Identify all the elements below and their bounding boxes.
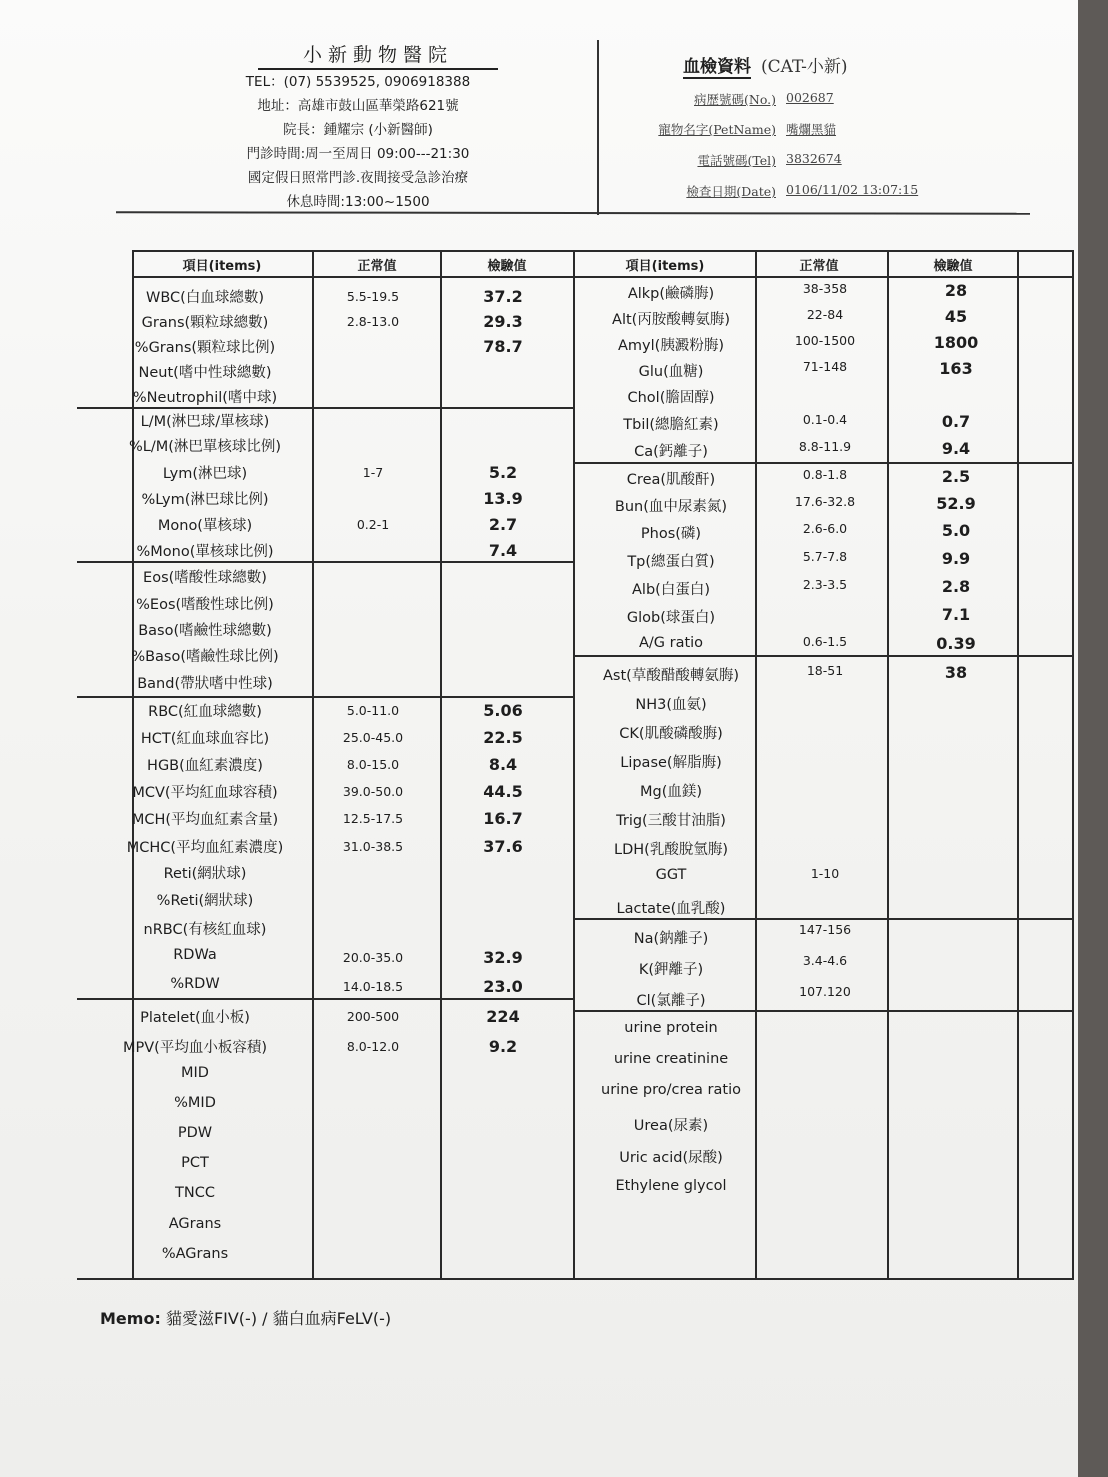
item-label: A/G ratio [638, 635, 704, 651]
item-label: GGT [655, 867, 687, 883]
normal-range: 5.5-19.5 [346, 289, 400, 304]
normal-range: 18-51 [806, 663, 844, 678]
right-group-divider-3 [573, 918, 1074, 920]
normal-range: 31.0-38.5 [342, 839, 404, 854]
item-label: MID [181, 1065, 209, 1081]
field-value-petname: 嘴爛黑貓 [786, 122, 837, 137]
test-value: 45 [944, 307, 968, 326]
test-value: 37.6 [483, 837, 523, 856]
field-value-tel: 3832674 [786, 151, 842, 166]
normal-range: 25.0-45.0 [342, 730, 404, 745]
normal-range: 2.8-13.0 [346, 314, 400, 329]
test-value: 78.7 [483, 337, 523, 356]
item-label: urine protein [624, 1020, 718, 1036]
item-label: %Lym(淋巴球比例) [141, 492, 269, 508]
test-value: 1800 [933, 333, 979, 352]
normal-range: 2.6-6.0 [802, 521, 848, 536]
item-label: MCV(平均紅血球容積) [132, 785, 278, 801]
test-value: 22.5 [483, 728, 523, 747]
left-group-divider-4 [77, 998, 573, 1000]
field-label-date: 檢查日期(Date) [686, 184, 776, 199]
item-label: TNCC [175, 1185, 215, 1201]
table-right-border [1072, 250, 1074, 1280]
test-value: 9.2 [488, 1037, 518, 1056]
test-value: 0.39 [936, 634, 976, 653]
test-value: 52.9 [936, 494, 976, 513]
normal-range: 17.6-32.8 [794, 494, 856, 509]
table-top-border [132, 250, 1074, 252]
item-label: Cl(氯離子) [636, 993, 706, 1009]
normal-range: 71-148 [802, 359, 848, 374]
normal-range: 22-84 [806, 307, 844, 322]
item-label: Glob(球蛋白) [626, 610, 716, 626]
normal-range: 0.8-1.8 [802, 467, 848, 482]
item-label: LDH(乳酸脫氫脢) [614, 842, 728, 858]
item-label: %Eos(嗜酸性球比例) [136, 597, 274, 613]
col-divider-middle [573, 250, 575, 1280]
normal-range: 0.6-1.5 [802, 634, 848, 649]
hospital-rest-time: 休息時間:13:00~1500 [286, 194, 430, 210]
col-divider-ref-left [312, 250, 314, 1280]
item-label: HGB(血紅素濃度) [147, 758, 263, 774]
item-label: Ca(鈣離子) [634, 444, 708, 460]
item-label: Bun(血中尿素氮) [614, 499, 728, 515]
column-header: 項目(items) [625, 259, 705, 274]
item-label: L/M(淋巴球/單核球) [140, 414, 270, 430]
item-label: Lym(淋巴球) [162, 466, 248, 482]
memo [100, 1306, 391, 1329]
item-label: Reti(網狀球) [163, 866, 247, 882]
normal-range: 0.2-1 [356, 517, 390, 532]
item-label: RDWa [173, 947, 217, 963]
column-header: 檢驗值 [933, 259, 973, 274]
normal-range: 147-156 [798, 922, 852, 937]
item-label: Mg(血鎂) [639, 784, 703, 800]
item-label: HCT(紅血球血容比) [140, 731, 270, 747]
normal-range: 8.0-15.0 [346, 757, 400, 772]
item-label: Trig(三酸甘油脂) [616, 813, 726, 829]
normal-range: 0.1-0.4 [802, 412, 848, 427]
item-label: Chol(膽固醇) [627, 390, 715, 406]
item-label: Eos(嗜酸性球總數) [143, 570, 267, 586]
header-divider-vertical [597, 40, 599, 215]
item-label: %AGrans [161, 1246, 229, 1262]
test-value: 13.9 [483, 489, 523, 508]
test-value: 9.9 [941, 549, 971, 568]
hospital-tel: TEL：(07) 5539525, 0906918388 [245, 74, 471, 90]
item-label: Baso(嗜鹼性球總數) [138, 623, 272, 639]
field-value-date: 0106/11/02 13:07:15 [786, 182, 919, 197]
test-value: 37.2 [483, 287, 523, 306]
test-value: 0.7 [941, 412, 971, 431]
right-group-divider-4 [573, 1010, 1074, 1012]
normal-range: 107.120 [799, 984, 851, 999]
table-bottom-border [77, 1278, 1074, 1280]
normal-range: 2.3-3.5 [802, 577, 848, 592]
test-value: 5.2 [488, 463, 518, 482]
test-value: 5.0 [941, 521, 971, 540]
item-label: %Baso(嗜鹼性球比例) [131, 649, 279, 665]
normal-range: 5.7-7.8 [802, 549, 848, 564]
normal-range: 38-358 [802, 281, 848, 296]
item-label: Alt(丙胺酸轉氨脢) [612, 312, 730, 328]
column-header: 檢驗值 [487, 259, 527, 274]
item-label: RBC(紅血球總數) [148, 704, 262, 720]
item-label: Glu(血糖) [638, 364, 704, 380]
item-label: WBC(白血球總數) [146, 290, 264, 306]
normal-range: 12.5-17.5 [342, 811, 404, 826]
item-label: urine pro/crea ratio [601, 1082, 741, 1098]
normal-range: 200-500 [346, 1009, 400, 1024]
test-value: 2.7 [488, 515, 518, 534]
item-label: PCT [181, 1155, 209, 1171]
normal-range: 39.0-50.0 [342, 784, 404, 799]
normal-range: 1-10 [810, 866, 840, 881]
field-label-no: 病歷號碼(No.) [694, 92, 776, 107]
left-group-divider-1 [77, 407, 573, 409]
item-label: Lactate(血乳酸) [616, 901, 726, 917]
normal-range: 3.4-4.6 [802, 953, 848, 968]
report-title-sub: (CAT-小新) [761, 57, 848, 77]
field-label-petname: 寵物名字(PetName) [658, 122, 776, 137]
report-title [683, 52, 848, 77]
column-header: 項目(items) [182, 259, 262, 274]
item-label: Uric acid(尿酸) [619, 1150, 723, 1166]
item-label: Amyl(胰澱粉脢) [618, 338, 724, 354]
item-label: CK(肌酸磷酸脢) [619, 726, 723, 742]
item-label: NH3(血氨) [635, 697, 707, 713]
item-label: Mono(單核球) [157, 518, 253, 534]
item-label: Ethylene glycol [615, 1178, 727, 1194]
test-value: 16.7 [483, 809, 523, 828]
item-label: MPV(平均血小板容積) [123, 1040, 267, 1056]
item-label: %Mono(單核球比例) [136, 544, 274, 560]
normal-range: 1-7 [362, 465, 384, 480]
test-value: 163 [939, 359, 973, 378]
left-group-divider-2 [77, 561, 573, 563]
item-label: PDW [177, 1125, 213, 1141]
field-label-tel: 電話號碼(Tel) [697, 153, 776, 168]
test-value: 29.3 [483, 312, 523, 331]
test-value: 9.4 [941, 439, 971, 458]
col-divider-ref-right [755, 250, 757, 1280]
item-label: nRBC(有核紅血球) [143, 922, 267, 938]
item-label: Band(帶狀嗜中性球) [137, 676, 273, 692]
table-header-divider [132, 276, 1074, 278]
item-label: urine creatinine [613, 1051, 729, 1067]
hospital-hours: 門診時間:周一至周日 09:00---21:30 [246, 146, 470, 162]
col-divider-val-left [440, 250, 442, 1280]
item-label: Tbil(總膽紅素) [623, 417, 719, 433]
normal-range: 5.0-11.0 [346, 703, 400, 718]
test-value: 5.06 [483, 701, 523, 720]
col-divider-right-inner [1017, 250, 1019, 1280]
hospital-director: 院長：鍾耀宗 (小新醫師) [283, 122, 433, 138]
item-label: Alb(白蛋白) [632, 582, 710, 598]
normal-range: 8.8-11.9 [798, 439, 852, 454]
item-label: %Grans(顆粒球比例) [134, 340, 276, 356]
item-label: Ast(草酸醋酸轉氨脢) [603, 668, 739, 684]
test-value: 32.9 [483, 948, 523, 967]
memo-label: Memo: [100, 1309, 161, 1328]
test-value: 23.0 [483, 977, 523, 996]
item-label: Urea(尿素) [633, 1118, 709, 1134]
item-label: Alkp(鹼磷脢) [627, 286, 715, 302]
item-label: %RDW [170, 976, 220, 992]
test-value: 2.5 [941, 467, 971, 486]
item-label: %L/M(淋巴單核球比例) [128, 439, 282, 455]
column-header: 正常值 [799, 259, 839, 274]
field-value-no: 002687 [786, 90, 834, 105]
item-label: Phos(磷) [640, 526, 702, 542]
results-table [77, 250, 1077, 1280]
item-label: %MID [174, 1095, 216, 1111]
right-group-divider-1 [573, 462, 1074, 464]
normal-range: 14.0-18.5 [342, 979, 404, 994]
item-label: MCHC(平均血紅素濃度) [126, 840, 284, 856]
item-label: %Neutrophil(嗜中球) [132, 390, 278, 406]
column-header: 正常值 [357, 259, 397, 274]
item-label: %Reti(網狀球) [156, 893, 254, 909]
test-value: 8.4 [488, 755, 518, 774]
test-value: 7.4 [488, 541, 518, 560]
normal-range: 100-1500 [794, 333, 856, 348]
item-label: Grans(顆粒球總數) [141, 315, 269, 331]
right-group-divider-2 [573, 655, 1074, 657]
hospital-address: 地址：高雄市鼓山區華榮路621號 [257, 98, 459, 114]
test-value: 44.5 [483, 782, 523, 801]
item-label: Platelet(血小板) [140, 1010, 250, 1026]
test-value: 7.1 [941, 605, 971, 624]
item-label: Crea(肌酸酐) [626, 472, 716, 488]
test-value: 2.8 [941, 577, 971, 596]
hospital-holiday: 國定假日照常門診.夜間接受急診治療 [247, 170, 469, 186]
item-label: MCH(平均血紅素含量) [131, 812, 279, 828]
item-label: AGrans [168, 1216, 222, 1232]
memo-text: 貓愛滋FIV(-) / 貓白血病FeLV(-) [165, 1309, 392, 1328]
test-value: 38 [944, 663, 968, 682]
item-label: Lipase(解脂脢) [620, 755, 722, 771]
normal-range: 8.0-12.0 [346, 1039, 400, 1054]
report-title-main: 血檢資料 [683, 57, 751, 77]
item-label: K(鉀離子) [638, 962, 704, 978]
test-value: 224 [486, 1007, 520, 1026]
item-label: Na(鈉離子) [633, 931, 709, 947]
col-divider-val-right [887, 250, 889, 1280]
item-label: Tp(總蛋白質) [627, 554, 715, 570]
item-label: Neut(嗜中性球總數) [138, 365, 272, 381]
hospital-name: 小新動物醫院 [258, 40, 498, 70]
test-value: 28 [944, 281, 968, 300]
normal-range: 20.0-35.0 [342, 950, 404, 965]
left-group-divider-3 [77, 696, 573, 698]
